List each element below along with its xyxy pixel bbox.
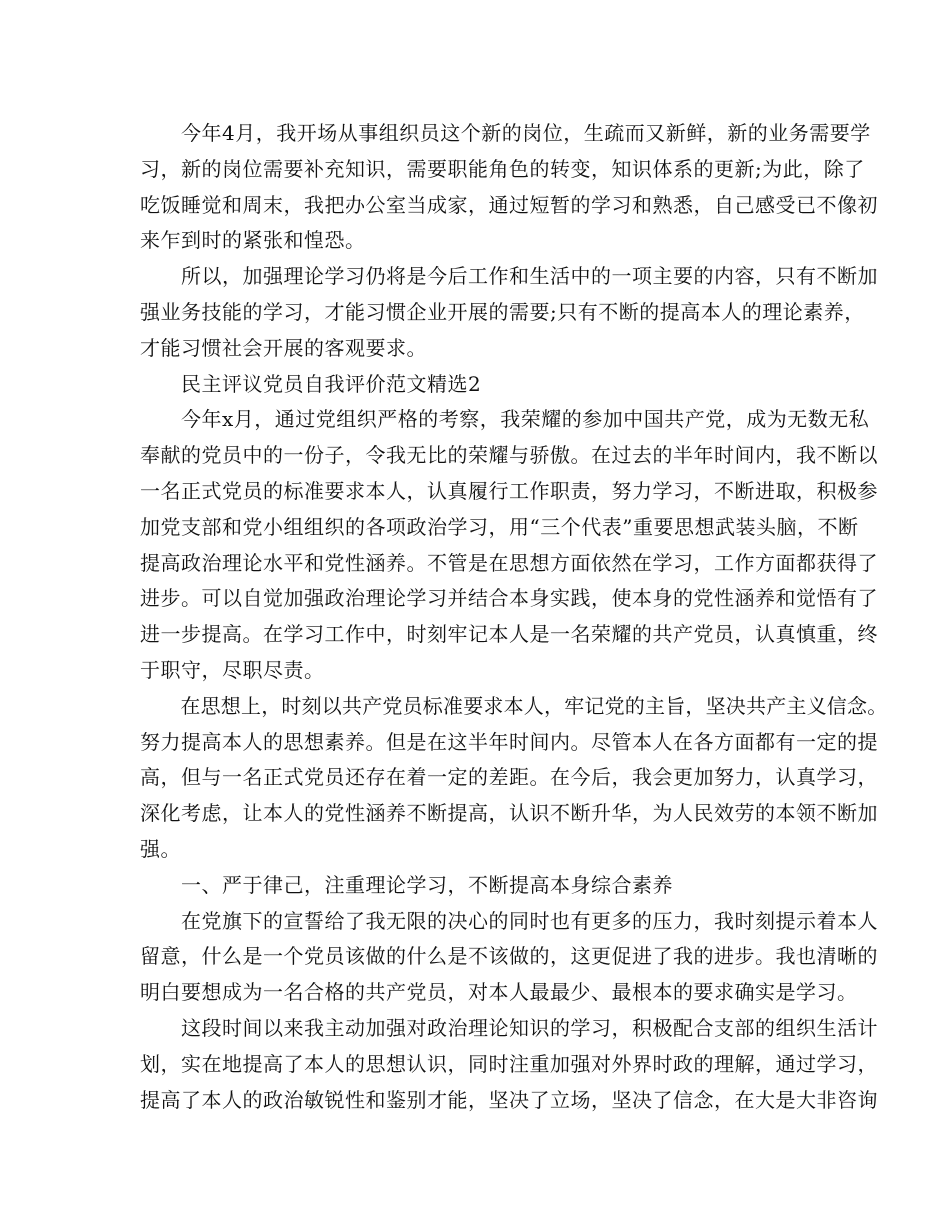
text-line: 加党支部和党小组组织的各项政治学习，用“三个代表”重要思想武装头脑，不断 bbox=[140, 514, 859, 539]
text-line: 这段时间以来我主动加强对政治理论知识的学习，积极配合支部的组织生活计 bbox=[140, 1015, 878, 1040]
text-line: 奉献的党员中的一份子，令我无比的荣耀与骄傲。在过去的半年时间内，我不断以 bbox=[140, 443, 878, 468]
text-line: 在党旗下的宣誓给了我无限的决心的同时也有更多的压力，我时刻提示着本人 bbox=[140, 908, 878, 933]
text-line: 所以，加强理论学习仍将是今后工作和生活中的一项主要的内容，只有不断加 bbox=[140, 264, 878, 289]
text-line: 于职守，尽职尽责。 bbox=[140, 657, 325, 682]
text-line: 今年4月，我开场从事组织员这个新的岗位，生疏而又新鲜，新的业务需要学 bbox=[140, 121, 871, 145]
text-line: 留意，什么是一个党员该做的什么是不该做的，这更促进了我的进步。我也清晰的 bbox=[140, 944, 878, 969]
text-line: 努力提高本人的思想素养。但是在这半年时间内。尽管本人在各方面都有一定的提 bbox=[140, 729, 878, 754]
text-line: 高，但与一名正式党员还存在着一定的差距。在今后，我会更加努力，认真学习， bbox=[140, 765, 878, 790]
text-line: 习，新的岗位需要补充知识，需要职能角色的转变，知识体系的更新;为此，除了 bbox=[140, 156, 865, 181]
text-line: 明白要想成为一名合格的共产党员，对本人最最少、最根本的要求确实是学习。 bbox=[140, 980, 858, 1005]
text-line: 才能习惯社会开展的客观要求。 bbox=[140, 335, 427, 360]
text-line: 来乍到时的紧张和惶恐。 bbox=[140, 228, 366, 253]
text-line: 今年x月，通过党组织严格的考察，我荣耀的参加中国共产党，成为无数无私 bbox=[140, 407, 870, 432]
text-line: 划，实在地提高了本人的思想认识，同时注重加强对外界时政的理解，通过学习， bbox=[140, 1051, 878, 1076]
text-line: 强业务技能的学习，才能习惯企业开展的需要;只有不断的提高本人的理论素养， bbox=[140, 299, 865, 324]
text-line: 强。 bbox=[140, 836, 181, 861]
text-line: 进步。可以自觉加强政治理论学习并结合本身实践，使本身的党性涵养和觉悟有了 bbox=[140, 586, 878, 611]
text-line: 提高了本人的政治敏锐性和鉴别才能，坚决了立场，坚决了信念，在大是大非咨询 bbox=[140, 1087, 878, 1112]
text-line: 进一步提高。在学习工作中，时刻牢记本人是一名荣耀的共产党员，认真慎重，终 bbox=[140, 622, 878, 647]
text-line: 深化考虑，让本人的党性涵养不断提高，认识不断升华，为人民效劳的本领不断加 bbox=[140, 801, 878, 826]
document-body bbox=[140, 116, 888, 1118]
text-line: 一名正式党员的标准要求本人，认真履行工作职责，努力学习，不断进取，积极参 bbox=[140, 478, 878, 503]
text-line: 提高政治理论水平和党性涵养。不管是在思想方面依然在学习，工作方面都获得了 bbox=[140, 550, 878, 575]
text-line: 在思想上，时刻以共产党员标准要求本人，牢记党的主旨，坚决共产主义信念。 bbox=[140, 693, 888, 718]
section-heading: 一、严于律己，注重理论学习，不断提高本身综合素养 bbox=[140, 872, 673, 897]
text-line: 吃饭睡觉和周末，我把办公室当成家，通过短暂的学习和熟悉，自己感受已不像初 bbox=[140, 192, 878, 217]
section-title: 民主评议党员自我评价范文精选2 bbox=[140, 371, 482, 396]
